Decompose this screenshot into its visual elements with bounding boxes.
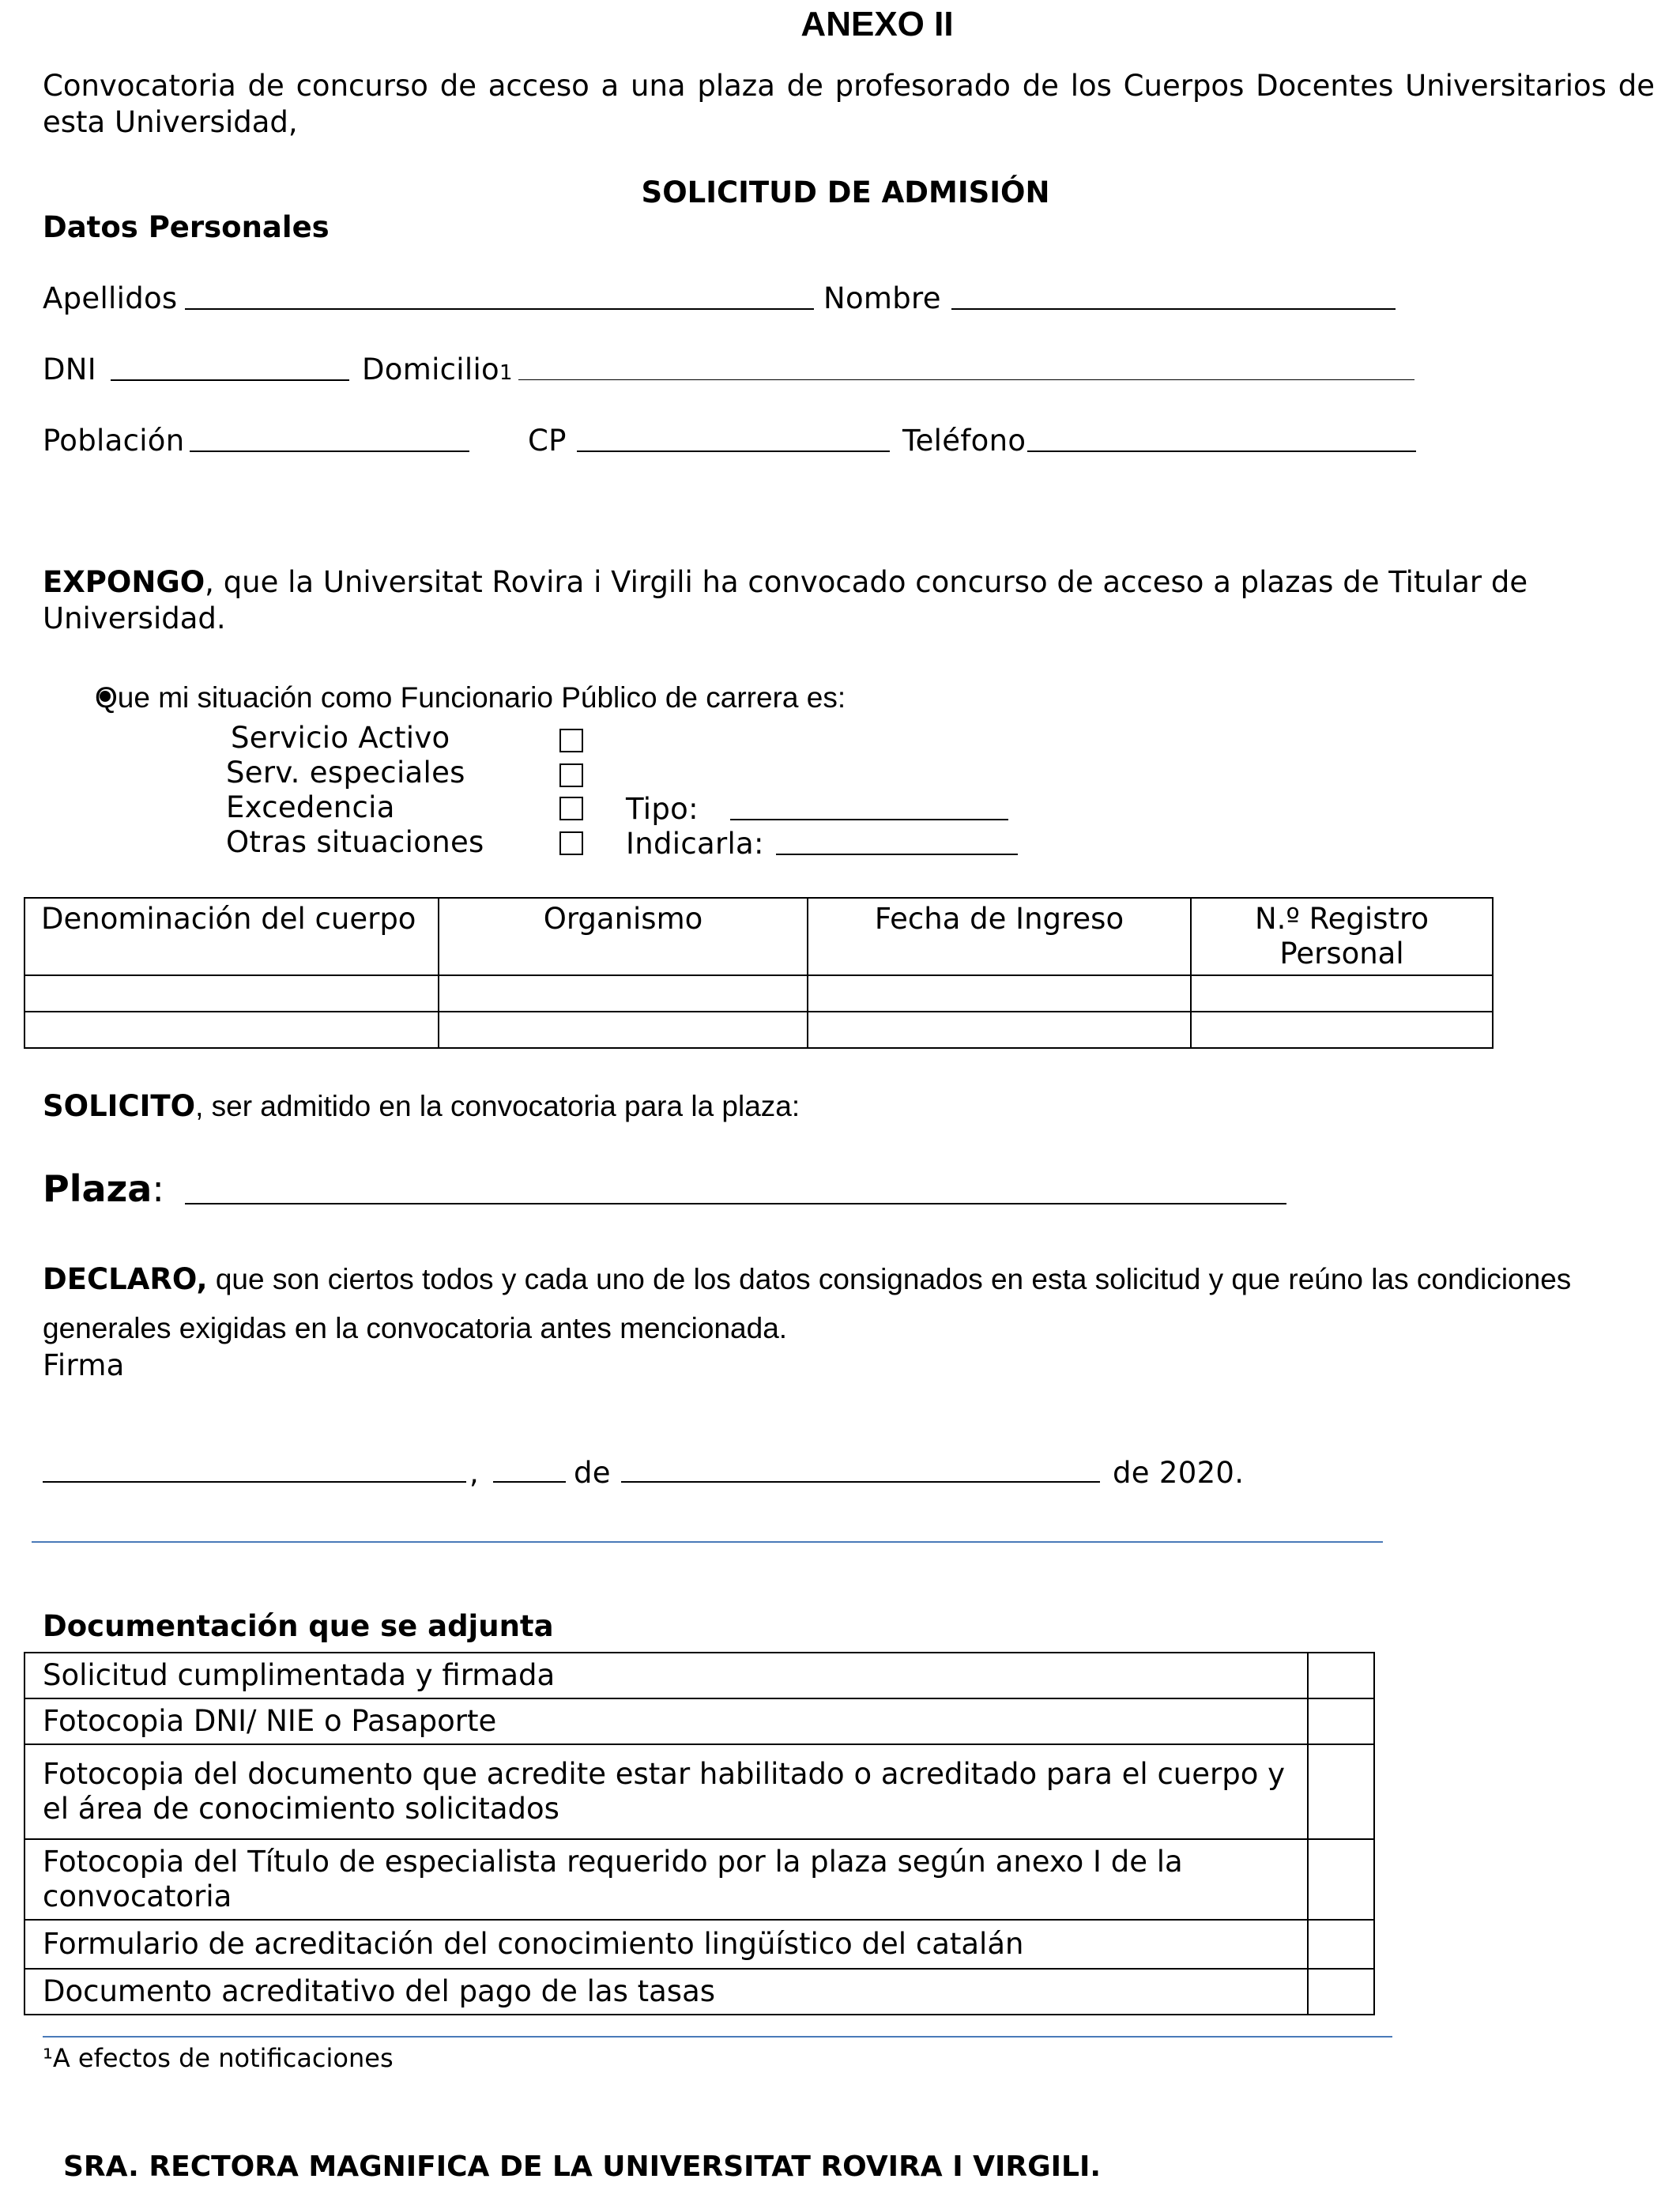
domicilio-field[interactable] <box>518 356 1414 380</box>
date-year-label: de 2020. <box>1113 1456 1245 1490</box>
section-title-personal: Datos Personales <box>43 210 330 244</box>
table-cell[interactable] <box>24 975 439 1012</box>
dni-label: DNI <box>43 352 96 386</box>
doc-checkbox[interactable] <box>1308 1698 1374 1744</box>
expongo-paragraph: EXPONGO, que la Universitat Rovira i Virgili ha convocado concurso de acceso a plazas de Titular de Universidad. <box>43 565 1528 635</box>
table-row <box>24 1698 1374 1744</box>
cuerpo-table <box>24 897 1494 1049</box>
poblacion-label: Población <box>43 424 185 458</box>
table-row <box>24 975 1493 1012</box>
cp-field[interactable] <box>577 427 890 452</box>
mes-field[interactable] <box>621 1457 1100 1483</box>
doc-checkbox[interactable] <box>1308 1839 1374 1920</box>
telefono-field[interactable] <box>1027 427 1416 452</box>
doc-item-label: Formulario de acreditación del conocimiento lingüístico del catalán <box>24 1920 1308 1969</box>
documentacion-title: Documentación que se adjunta <box>43 1609 554 1643</box>
doc-item-label: Fotocopia DNI/ NIE o Pasaporte <box>24 1698 1308 1744</box>
table-row <box>24 1920 1374 1969</box>
table-cell[interactable] <box>439 1012 808 1048</box>
table-cell[interactable] <box>808 975 1191 1012</box>
option-label-servicio-activo: Servicio Activo <box>231 721 450 755</box>
plaza-field[interactable] <box>185 1174 1286 1204</box>
separator-line <box>32 1541 1383 1543</box>
table-row <box>24 1012 1493 1048</box>
date-comma: , <box>469 1456 480 1490</box>
checkbox-serv-especiales[interactable] <box>559 763 583 787</box>
date-de-label: de <box>574 1456 611 1490</box>
nombre-label: Nombre <box>823 281 941 315</box>
footer-addressee: SRA. RECTORA MAGNIFICA DE LA UNIVERSITAT ROVIRA I VIRGILI. <box>63 2151 1102 2183</box>
header-organismo: Organismo <box>439 898 808 975</box>
apellidos-label: Apellidos <box>43 281 178 315</box>
lugar-field[interactable] <box>43 1457 466 1483</box>
domicilio-label: Domicilio1 <box>362 352 513 386</box>
table-row <box>24 1653 1374 1698</box>
page-title: ANEXO II <box>800 5 954 43</box>
header-registro-personal: N.º Registro Personal <box>1191 898 1493 975</box>
plaza-label: Plaza: <box>43 1167 164 1210</box>
doc-checkbox[interactable] <box>1308 1653 1374 1698</box>
doc-item-label: Solicitud cumplimentada y firmada <box>24 1653 1308 1698</box>
doc-item-label: Fotocopia del Título de especialista requerido por la plaza según anexo I de la convocatoria <box>24 1839 1308 1920</box>
indicarla-field[interactable] <box>776 830 1018 855</box>
apellidos-field[interactable] <box>185 285 814 310</box>
intro-paragraph: Convocatoria de concurso de acceso a una plaza de profesorado de los Cuerpos Docentes Universitarios de esta Universidad, <box>43 69 1655 139</box>
nombre-field[interactable] <box>951 285 1396 310</box>
table-header-row <box>24 898 1493 975</box>
solicito-paragraph: SOLICITO, ser admitido en la convocatoria para la plaza: <box>43 1089 800 1123</box>
checkbox-otras-situaciones[interactable] <box>559 831 583 855</box>
doc-checkbox[interactable] <box>1308 1969 1374 2015</box>
footnote-separator <box>43 2036 1392 2038</box>
doc-item-label: Documento acreditativo del pago de las tasas <box>24 1969 1308 2015</box>
checkbox-servicio-activo[interactable] <box>559 729 583 752</box>
table-row <box>24 1969 1374 2015</box>
table-cell[interactable] <box>439 975 808 1012</box>
tipo-field[interactable] <box>730 795 1008 820</box>
table-row <box>24 1839 1374 1920</box>
doc-item-label: Fotocopia del documento que acredite estar habilitado o acreditado para el cuerpo y el área de conocimiento solicitados <box>24 1744 1308 1839</box>
option-label-excedencia: Excedencia <box>226 790 395 824</box>
cp-label: CP <box>528 424 567 458</box>
checkbox-excedencia[interactable] <box>559 797 583 820</box>
header-denominacion: Denominación del cuerpo <box>24 898 439 975</box>
option-label-serv-especiales: Serv. especiales <box>226 756 465 790</box>
table-cell[interactable] <box>24 1012 439 1048</box>
telefono-label: Teléfono <box>902 424 1026 458</box>
tipo-label: Tipo: <box>626 792 699 826</box>
table-cell[interactable] <box>1191 1012 1493 1048</box>
declaro-paragraph: DECLARO, que son ciertos todos y cada uno de los datos consignados en esta solicitud y que reúno las condiciones generales exigidas en la convocatoria antes mencionada. <box>43 1262 1572 1344</box>
table-cell[interactable] <box>1191 975 1493 1012</box>
doc-checkbox[interactable] <box>1308 1744 1374 1839</box>
situacion-text: Que mi situación como Funcionario Público de carrera es: <box>95 681 846 714</box>
form-title: SOLICITUD DE ADMISIÓN <box>641 175 1050 209</box>
poblacion-field[interactable] <box>190 427 469 452</box>
footnote: ¹A efectos de notificaciones <box>43 2043 394 2073</box>
table-row <box>24 1744 1374 1839</box>
indicarla-label: Indicarla: <box>626 827 764 861</box>
header-fecha-ingreso: Fecha de Ingreso <box>808 898 1191 975</box>
dia-field[interactable] <box>493 1457 566 1483</box>
doc-checkbox[interactable] <box>1308 1920 1374 1969</box>
documentacion-table <box>24 1652 1375 2015</box>
option-label-otras: Otras situaciones <box>226 825 484 859</box>
firma-label: Firma <box>43 1348 125 1382</box>
table-cell[interactable] <box>808 1012 1191 1048</box>
dni-field[interactable] <box>111 356 349 381</box>
